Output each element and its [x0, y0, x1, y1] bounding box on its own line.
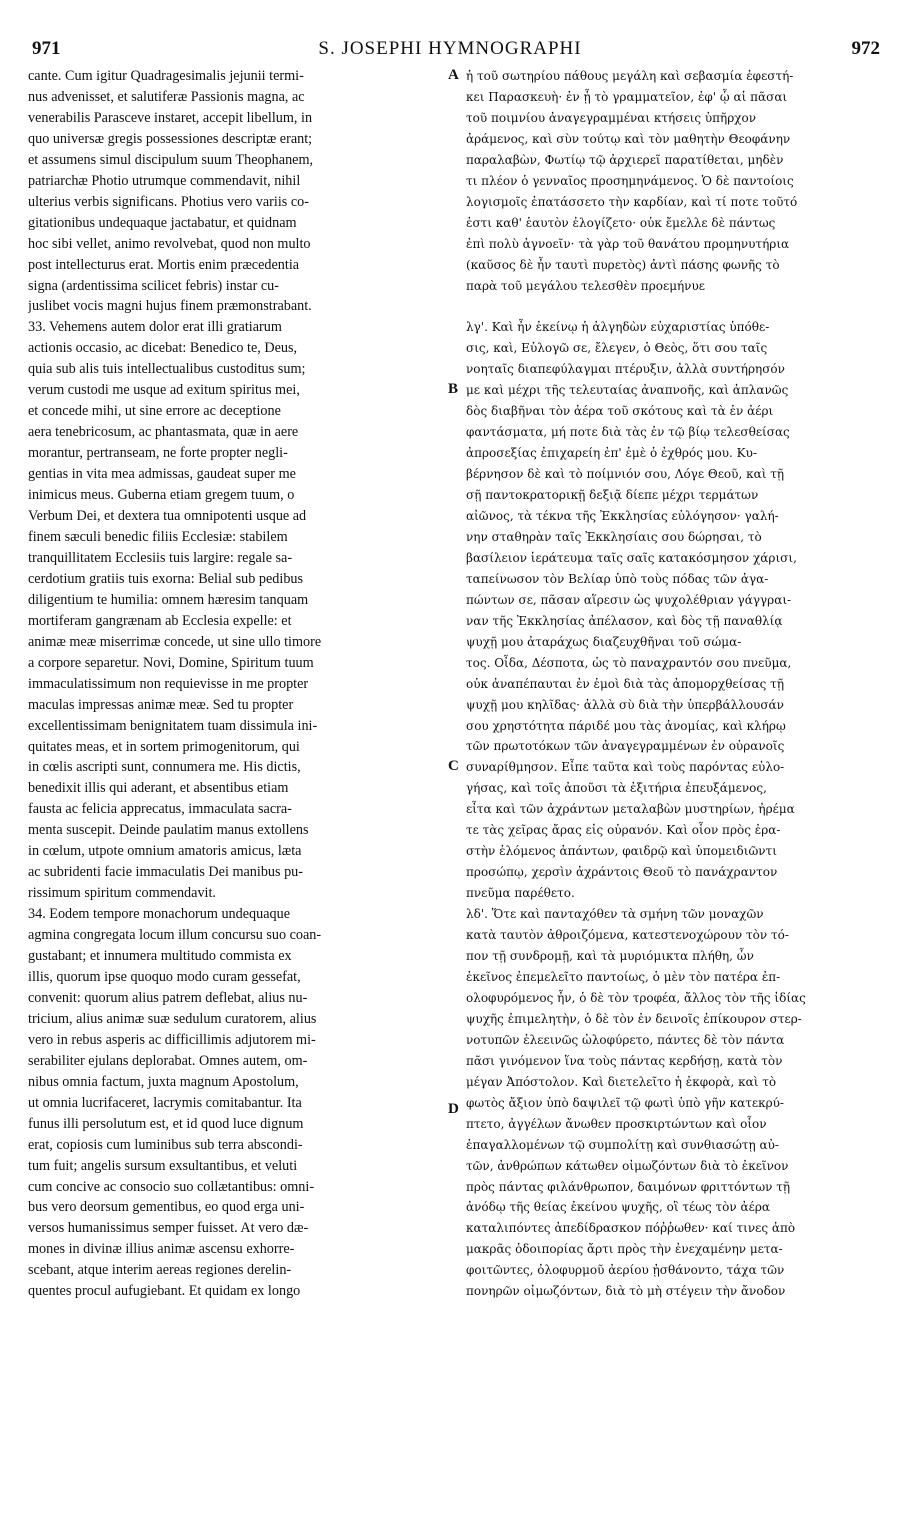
latin-text-line: ac subridenti facie immaculatis Dei manibus pu- [28, 864, 303, 881]
latin-text-line: funus illi persolutum est, et id quod luce dignum [28, 1115, 304, 1132]
greek-text-line: λογισμοῖς ἐπατάσσετο τὴν καρδίαν, καὶ τί ποτε τοῦτό [466, 194, 798, 209]
greek-text-line: πώντων σε, πᾶσαν αἵρεσιν ὡς ψυχολέθριαν γάγγραι- [466, 592, 792, 607]
latin-text-line: versos humanissimus semper fuisset. At vero dæ- [28, 1220, 309, 1237]
latin-text-line: Verbum Dei, et dextera tua omnipotenti usque ad [28, 508, 307, 525]
latin-text-line: hoc sibi vellet, animo revolvebat, quod non multo [28, 235, 311, 252]
greek-text-line: με καὶ μέχρι τῆς τελευταίας ἀναπνοῆς, καὶ ἀπλανῶς [466, 383, 789, 398]
latin-text-line: immaculatissimum non requievisse in me propter [28, 675, 309, 692]
greek-text-line: κατὰ ταυτὸν ἀθροιζόμενα, κατεστενοχώρουν τὸν τό- [466, 928, 789, 943]
greek-text-line: ψυχῆς ἐπιμελητὴν, ὁ δὲ τὸν ἐν δεινοῖς ἐπίκουρον στερ- [466, 1011, 802, 1026]
latin-text-line: quitates meas, et in sortem primogenitorum, qui [28, 738, 300, 755]
greek-text-line: σου χρηστότητα πάριδέ μου τὰς ἀνομίας, καὶ κλήρῳ [466, 718, 786, 733]
greek-text-line: ἀπροσεξίας ἐπιχαρείη ἐπ' ἐμὲ ὁ ἐχθρός μου. Κυ- [466, 446, 757, 461]
greek-text-line: παρὰ τοῦ μεγάλου τελεσθὲν προεμήνυε [466, 278, 705, 293]
latin-text-line: signa (ardentissima scilicet febris) instar cu- [28, 277, 279, 294]
latin-text-line: tricium, alius animæ suæ sedulum curatorem, alius [28, 1010, 317, 1027]
latin-text-line: aera tenebricosum, ac phantasmata, quæ in aere [28, 424, 299, 441]
latin-text-line: in cœlum, utpote omnium amatoris amicus, læta [28, 843, 302, 860]
greek-text-line: νοτυπῶν ἐλεεινῶς ὠλοφύρετο, πάντες δὲ τὸν πάντα [466, 1032, 785, 1047]
greek-text-line: προσώπῳ, χερσὶν ἀχράντοις Θεοῦ τὸ πανάχραντον [466, 865, 778, 880]
greek-text-line: πτετο, ἀγγέλων ἄνωθεν προσκιρτώντων καὶ οἷον [466, 1116, 767, 1131]
latin-text-line: ut omnia lucrifaceret, lacrymis comitabantur. Ita [28, 1094, 302, 1111]
greek-text-line: φαντάσματα, μή ποτε διὰ τὰς ἐν τῷ βίῳ τελεσθείσας [466, 425, 790, 440]
greek-text-line: ἡ τοῦ σωτηρίου πάθους μεγάλη καὶ σεβασμία ἐφεστή- [466, 69, 794, 83]
latin-text-line: vero in rebus asperis ac difficillimis adjutorem mi- [28, 1031, 316, 1048]
latin-text-line: nibus omnia factum, juxta magnum Apostolum, [28, 1073, 299, 1090]
latin-column [28, 66, 444, 1302]
greek-text-line: τι πλέον ὁ γενναῖος προσημηνάμενος. Ὁ δὲ παντοίοις [466, 173, 794, 188]
latin-text-line: cum concive ac consocio suo collætantibus: omni- [28, 1178, 315, 1195]
greek-text-line [466, 296, 880, 317]
margin-letter-c: C [448, 758, 459, 774]
latin-text-line: et concede mihi, ut sine errore ac deceptione [28, 403, 281, 420]
greek-text-line: ἐπαγαλλομένων τῷ συμπολίτῃ καὶ συνθιασώτῃ αὐ- [466, 1137, 779, 1152]
greek-text-line: ψυχῇ μου κηλῖδας· ἀλλὰ σὺ διὰ τὴν ὑπερβάλλουσάν [466, 697, 784, 712]
greek-text-line: πᾶσι γινόμενον ἵνα τοὺς πάντας κερδήσῃ, κατὰ τὸν [466, 1053, 783, 1068]
latin-text-line: illis, quorum ipse quoquo modo curam gessefat, [28, 968, 301, 985]
greek-text-line: ἐστι καθ' ἑαυτὸν ἐλογίζετο· οὐκ ἔμελλε δὲ πάντως [466, 215, 776, 230]
margin-letter-a: A [448, 67, 459, 83]
latin-text-line: tum fuit; angelis sursum exsultantibus, et veluti [28, 1157, 298, 1174]
latin-text-line: maculas impressas animæ meæ. Sed tu propter [28, 696, 294, 713]
greek-text-line: πρὸς πάντας φιλάνθρωπον, δαιμόνων φριττόντων τῇ [466, 1179, 791, 1194]
latin-text-line: a corpore separetur. Novi, Domine, Spiritum tuum [28, 654, 314, 671]
greek-text-line: δὸς διαβῆναι τὸν ἀέρα τοῦ σκότους καὶ τὰ ἐν ἀέρι [466, 404, 774, 419]
latin-text-line: juslibet vocis magni hujus finem præmonstrabant. [28, 298, 312, 315]
latin-text-line: convenit: quorum alius patrem deflebat, alius nu- [28, 989, 308, 1006]
latin-text-line: gentias in vita mea admissas, gaudeat super me [28, 466, 296, 483]
greek-text-line: βασίλειον ἱεράτευμα ταῖς σαῖς κατακόσμησον χάρισι, [466, 550, 797, 565]
greek-text-line: τῶν πρωτοτόκων τῶν ἀναγεγραμμένων ἐν οὐρανοῖς [466, 739, 785, 754]
latin-text-line: agmina congregata locum illum concursu suo coan- [28, 927, 322, 944]
greek-text-line: ἀράμενος, καὶ σὺν τούτῳ καὶ τὸν μαθητὴν Θεοφάνην [466, 131, 791, 146]
latin-text-line: in cœlis ascripti sunt, connumera me. His dictis, [28, 759, 301, 776]
right-column-number: 972 [851, 38, 880, 59]
greek-text-line: λδ'. Ὅτε καὶ πανταχόθεν τὰ σμήνη τῶν μοναχῶν [466, 907, 764, 922]
latin-text-line: animæ meæ miserrimæ concede, ut sine ullo timore [28, 633, 322, 650]
latin-text-line: serabiliter ejulans deplorabat. Omnes autem, om- [28, 1052, 308, 1069]
greek-text-line: ἐκεῖνος ἐπεμελεῖτο παντοίως, ὁ μὲν τὸν πατέρα ἐπ- [466, 969, 781, 984]
latin-text-line: cante. Cum igitur Quadragesimalis jejunii termi- [28, 68, 304, 84]
latin-text-line: scebant, atque interim aereas regiones derelin- [28, 1262, 292, 1279]
latin-text-line: menta suscepit. Deinde paulatim manus extollens [28, 822, 309, 839]
greek-text-line: φωτὸς ἄξιον ὑπὸ δαψιλεῖ τῷ φωτὶ ὑπὸ γῆν κατεκρύ- [466, 1095, 784, 1110]
latin-text-line: finem sæculi benedic filiis Ecclesiæ: stabilem [28, 528, 288, 545]
latin-text-line: nus advenisset, et salutiferæ Passionis magna, ac [28, 88, 305, 105]
greek-text-line: πον τῇ συνδρομῇ, καὶ τὰ μυριόμικτα πλήθη, ὧν [466, 949, 754, 964]
greek-text-line: καταλιπόντες ἀπεδίδρασκον πόῤῥωθεν· καί τινες ἀπὸ [466, 1221, 796, 1236]
latin-text-line: diligentium te humilia: omnem hæresim tanquam [28, 591, 309, 608]
latin-text-line: benedixit illis qui aderant, et absentibus etiam [28, 780, 289, 797]
page-header [20, 38, 880, 62]
latin-text-line: venerabilis Parasceve instaret, accepit libellum, in [28, 109, 313, 126]
greek-text-line: ἐπὶ πολὺ ἀγνοεῖν· τὰ γὰρ τοῦ θανάτου προμηνυτήρια [466, 236, 790, 251]
latin-text-line: mones in divinæ illius animæ ascensu exhorre- [28, 1241, 295, 1258]
margin-letter-b: B [448, 381, 459, 397]
greek-text-line: τῶν, ἀνθρώπων κάτωθεν οἰμωζόντων διὰ τὸ ἐκεῖνον [466, 1158, 789, 1173]
greek-text-line: ταπείνωσον τὸν Βελίαρ ὑπὸ τοὺς πόδας τῶν ἀγα- [466, 571, 769, 586]
latin-text-line: ulterius verbis significans. Photius vero variis co- [28, 193, 309, 210]
latin-text-line: excellentissimam benignitatem tuam dissimula ini- [28, 717, 318, 734]
greek-text-line: πονηρῶν οἰμωζόντων, διὰ τὸ μὴ στέγειν τὴν ἄνοδον [466, 1284, 786, 1299]
greek-text-line: σις, καὶ, Εὐλογῶ σε, ἔλεγεν, ὁ Θεὸς, ὅτι σου ταῖς [466, 341, 768, 356]
left-column-number: 971 [32, 38, 61, 59]
greek-text-line: ολοφυρόμενος ἦν, ὁ δὲ τὸν τροφέα, ἄλλος τὸν τῆς ἰδίας [466, 990, 806, 1005]
running-title: S. JOSEPHI HYMNOGRAPHI [318, 38, 582, 59]
greek-text-line: νοηταῖς διαπεφύλαγμαι πτέρυξιν, ἀλλὰ συντήρησόν [466, 362, 785, 377]
greek-text-line: παραλαβὼν, Φωτίῳ τῷ ἀρχιερεῖ παρατίθεται, μηδὲν [466, 152, 784, 167]
greek-text-line: τοῦ ποιμνίου ἀναγεγραμμέναι κτήσεις ὑπῆρχον [466, 110, 757, 125]
greek-text-line: λγ'. Καὶ ἦν ἐκείνῳ ἡ ἀλγηδὼν εὐχαριστίας ὑπόθε- [466, 320, 770, 335]
greek-text-line: πνεῦμα παρέθετο. [466, 886, 575, 901]
latin-text-line: actionis occasio, ac dicebat: Benedico te, Deus, [28, 340, 298, 357]
latin-text-line: quentes procul aufugiebant. Et quidam ex longo [28, 1283, 301, 1300]
greek-text-line: (καῦσος δὲ ἦν ταυτὶ πυρετὸς) ἀντὶ πάσης φωνῆς τὸ [466, 257, 780, 272]
latin-text-line: bus vero deorsum gementibus, eo quod erga uni- [28, 1199, 305, 1216]
latin-text-line: gustabant; et innumera multitudo commista ex [28, 948, 292, 965]
greek-text-line: βέρνησον δὲ καὶ τὸ ποίμνιόν σου, Λόγε Θεοῦ, καὶ τῇ [466, 467, 785, 482]
latin-text-line: patriarchæ Photio utrumque commendavit, nihil [28, 172, 301, 189]
greek-text-line: ναν τῆς Ἐκκλησίας ἀπέλασον, καὶ δὸς τῇ παναθλίᾳ [466, 613, 783, 628]
greek-column [466, 66, 880, 1302]
greek-text-line: αἰῶνος, τὰ τέκνα τῆς Ἐκκλησίας εὐλόγησον· γαλή- [466, 509, 779, 523]
latin-text-line: inimicus meus. Guberna etiam gregem tuum, o [28, 487, 295, 504]
greek-text-line: τος. Οἶδα, Δέσποτα, ὡς τὸ παναχραντόν σου πνεῦμα, [466, 655, 792, 670]
greek-text-line: εἶτα καὶ τῶν ἀχράντων μεταλαβὼν μυστηρίων, ἠρέμα [466, 802, 795, 817]
latin-text-line: et assumens simul discipulum suum Theophanem, [28, 151, 314, 168]
greek-text-line: συναρίθμησον. Εἶπε ταῦτα καὶ τοὺς παρόντας εὐλο- [466, 760, 785, 775]
greek-text-line: μακρᾶς ὁδοιπορίας ἄρτι πρὸς τὴν ἐνεχαμένην μετα- [466, 1242, 783, 1257]
greek-text-line: σῇ παντοκρατορικῇ δεξιᾷ δίεπε μέχρι τερμάτων [466, 488, 759, 503]
latin-text-line: erat, copiosis cum luminibus sub terra abscondi- [28, 1136, 303, 1153]
greek-text-line: μέγαν Ἀπόστολον. Καὶ διετελεῖτο ἡ ἐκφορὰ, καὶ τὸ [466, 1074, 777, 1089]
greek-text-line: ψυχῇ μου ἀταράχως διαζευχθῆναι τοῦ σώμα- [466, 634, 742, 649]
latin-text-line: quo universæ gregis possessiones descriptæ erant; [28, 130, 313, 147]
greek-text-line: κει Παρασκευὴ· ἐν ᾗ τὸ γραμματεῖον, ἐφ' ᾧ αἱ πᾶσαι [466, 89, 788, 104]
latin-text-line: tranquillitatem Ecclesiis tuis largire: regale sa- [28, 549, 293, 566]
latin-text-line: quia sub alis tuis intellectualibus custoditus sum; [28, 361, 306, 378]
greek-text-line: γήσας, καὶ τοῖς ἀποῦσι τὰ ἐξιτήρια ἐπευξάμενος, [466, 781, 767, 796]
latin-text-line: fausta ac felicia apprecatus, immaculata sacra- [28, 801, 292, 818]
latin-text-line: cerdotium gratiis tuis exorna: Belial sub pedibus [28, 570, 304, 587]
greek-text-line: ἀνόδῳ τῆς θείας ἐκείνου ψυχῆς, οἳ τέως τὸν ἀέρα [466, 1200, 770, 1215]
margin-letter-d: D [448, 1101, 459, 1117]
latin-text-line: morantur, pertranseam, ne forte propter negli- [28, 445, 288, 462]
latin-text-line: rissimum spiritum commendavit. [28, 885, 216, 902]
latin-text-line: 33. Vehemens autem dolor erat illi gratiarum [28, 319, 282, 336]
latin-text-line: post intellecturus erat. Mortis enim præcedentia [28, 256, 300, 273]
greek-text-line: οὐκ ἀναπέπαυται ἐν ἐμοὶ διὰ τὰς ἀπομορχθείσας τῇ [466, 676, 785, 691]
greek-text-line: νην σταθηρὰν ταῖς Ἐκκλησίαις σου δώρησαι, τὸ [466, 529, 762, 544]
latin-text-line: mortiferam gangrænam ab Ecclesia expelle: et [28, 612, 292, 629]
latin-text-line: verum custodi me usque ad exitum spiritus mei, [28, 382, 300, 399]
latin-text-line: gitationibus undequaque jactabatur, et quidnam [28, 214, 297, 231]
greek-text-line: τε τὰς χεῖρας ἄρας εἰς οὐρανόν. Καὶ οἷον πρὸς ἐρα- [466, 823, 781, 838]
latin-text-line: 34. Eodem tempore monachorum undequaque [28, 906, 290, 923]
greek-text-line: φοιτῶντες, ὀλοφυρμοῦ ἀερίου ᾐσθάνοντο, τάχα τῶν [466, 1263, 785, 1278]
greek-text-line: στὴν ἐλόμενος ἁπάντων, φαιδρῷ καὶ ὑπομειδιῶντι [466, 844, 777, 859]
